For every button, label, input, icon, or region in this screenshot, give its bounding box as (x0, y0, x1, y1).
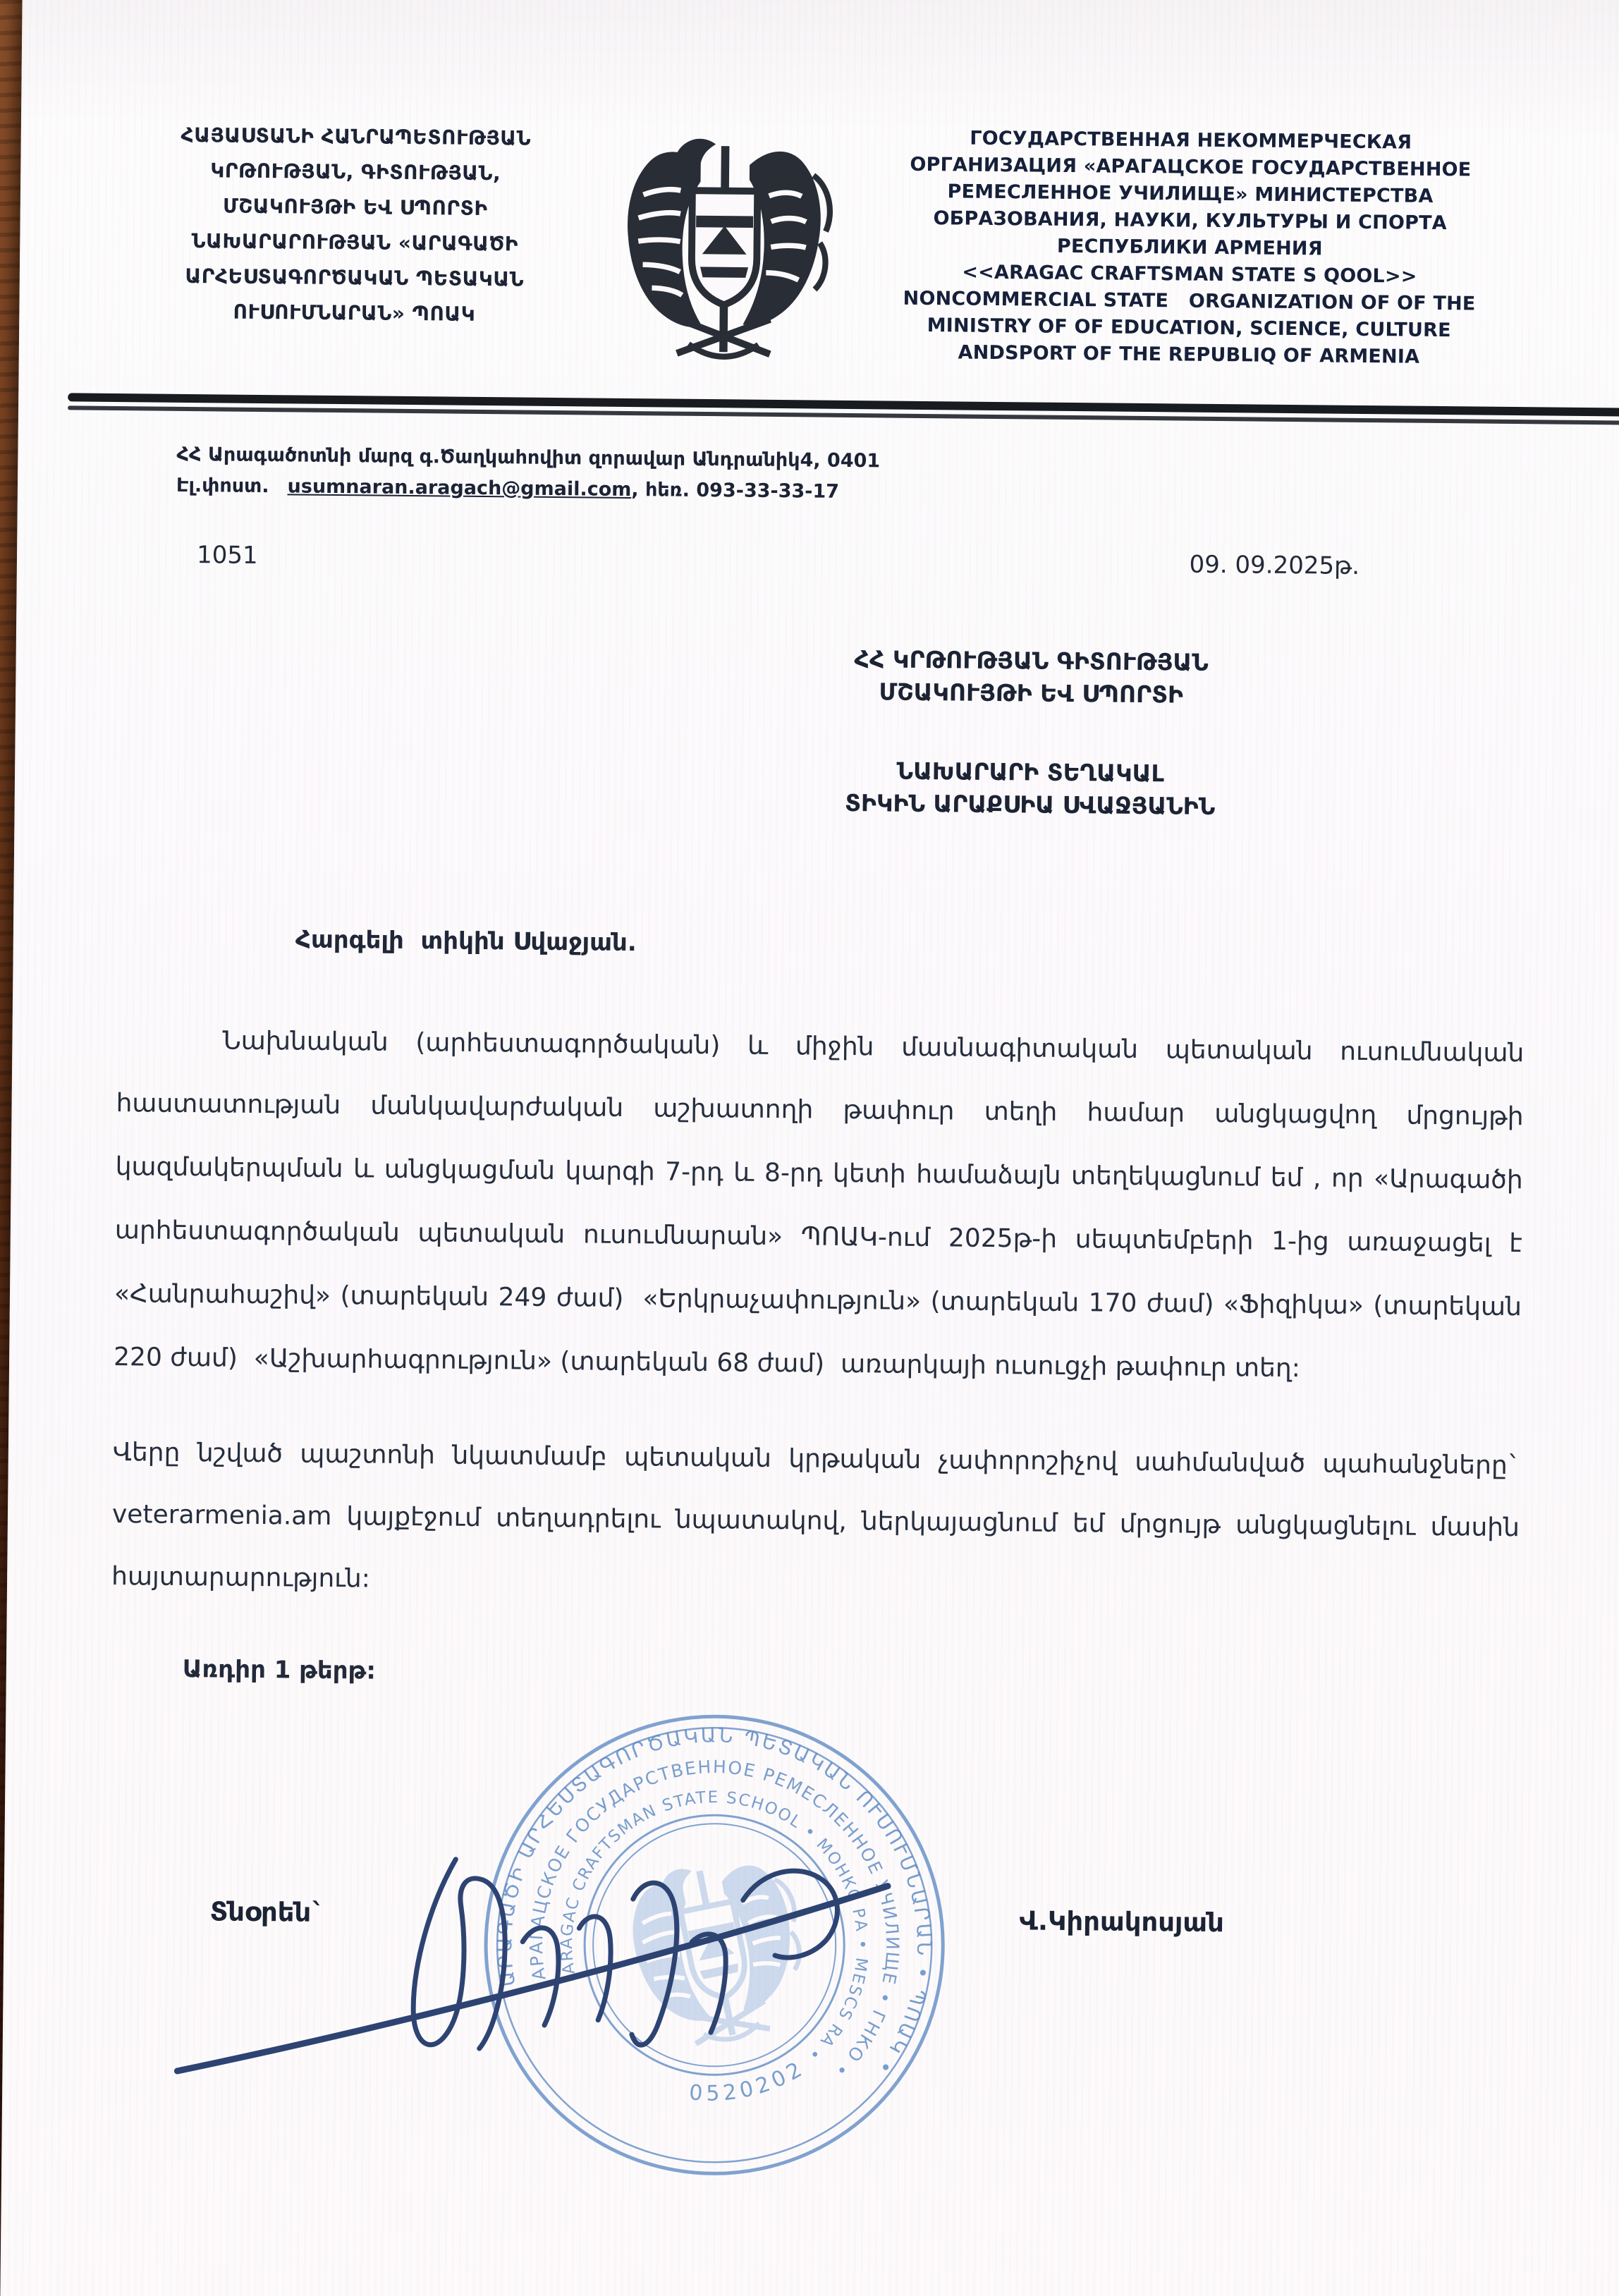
recipient-person: ՆԱԽԱՐԱՐԻ ՏԵՂԱԿԱԼ ՏԻԿԻՆ ԱՐԱՔՍԻԱ ՍՎԱՋՅԱՆԻՆ (844, 757, 1216, 820)
email-label: Էլ.փոստ. (176, 474, 269, 498)
email-address: usumnaran.aragach@gmail.com (287, 475, 632, 501)
stamp-ring-russian: АРАГАЦСКОЕ ГОСУДАРСТВЕННОЕ РЕМЕСЛЕННОЕ УЧИЛИЩЕ • ГНКО • (526, 1756, 903, 2082)
phone-number: , հեռ. 093-33-33-17 (631, 479, 840, 503)
reference-row (121, 540, 1529, 582)
letterhead-russian: ГОСУДАРСТВЕННАЯ НЕКОММЕРЧЕСКАЯ ОРГАНИЗАЦИЯ «АРАГАЦСКОЕ ГОСУДАРСТВЕННОЕ РЕМЕСЛЕННОЕ УЧИЛИЩЕ» МИНИСТЕРСТВА ОБРАЗОВАНИЯ, НАУКИ, КУЛЬТУРЫ И СПОРТА РЕСПУБЛИКИ АРМЕНИЯ (910, 127, 1472, 260)
reference-number: 1051 (196, 541, 258, 570)
stamp-ring-armenian: ԱՐԱԳԱԾԻ ԱՐՀԵՍՏԱԳՈՐԾԱԿԱՆ ՊԵՏԱԿԱՆ ՈՒՍՈՒՄՆԱՐԱՆ • ՊՈԱԿ • (493, 1723, 936, 2080)
address-block (176, 439, 1530, 514)
signer-name: Վ.Կիրակոսյան (1019, 1905, 1225, 1938)
letterhead-right (847, 124, 1533, 372)
recipient-ministry: ՀՀ ԿՐԹՈՒԹՅԱՆ ԳԻՏՈՒԹՅԱՆ ՄՇԱԿՈՒՅԹԻ ԵՎ ՍՊՈՐՏԻ (854, 645, 1209, 709)
recipient-block (642, 641, 1419, 825)
letter-date: 09. 09.2025թ. (1189, 550, 1360, 580)
stamp-ring-english: ARAGAC CRAFTSMAN STATE SCHOOL • МОНКС РА • MESCS RA • (558, 1788, 872, 2065)
armenia-coat-of-arms-icon (607, 112, 842, 372)
handwritten-signature (135, 1788, 949, 2135)
body-paragraph-2: Վերը նշված պաշտոնի նկատմամբ պետական կրթական չափորոշիչով սահմանված պահանջները` veterarmenia.am կայքէջում տեղադրելու նպատակով, ներկայացնում եմ մրցույթ անցկացնելու մասին հայտարարություն: (111, 1438, 1520, 1594)
attachment-note: Առդիր 1 թերթ: (182, 1654, 377, 1685)
letterhead-divider (68, 393, 1619, 425)
letterhead (123, 117, 1533, 379)
address-line: ՀՀ Արագածոտնի մարզ գ.Ծաղկահովիտ զորավար Անդրանիկ4, 0401 (176, 443, 881, 472)
letter-content (1, 0, 1619, 2276)
salutation: Հարգելի տիկին Սվաջյան. (295, 925, 637, 958)
body-paragraph-1: Նախնական (արհեստագործական) և միջին մասնագիտական պետական ուսումնական հաստատության մանկավարժական աշխատողի թափուր տեղի համար անցկացվող մրցույթի կազմակերպման և անցկացման կարգի 7-րդ և 8-րդ կետի համաձայն տեղեկացնում եմ , որ «Արագածի արհեստագործական պետական ուսումնարան» ՊՈԱԿ-ում 2025թ-ի սեպտեմբերի 1-ից առաջացել է «Հանրահաշիվ» (տարեկան 249 ժամ) «Երկրաչափություն» (տարեկան 170 ժամ) «Ֆիզիկա» (տարեկան 220 ժամ) «Աշխարհագրություն» (տարեկան 68 ժամ) առարկայի ուսուցչի թափուր տեղ: (113, 1026, 1525, 1384)
letterhead-armenian: ՀԱՅԱՍՏԱՆԻ ՀԱՆՐԱՊԵՏՈՒԹՅԱՆ ԿՐԹՈՒԹՅԱՆ, ԳԻՏՈՒԹՅԱՆ, ՄՇԱԿՈՒՅԹԻ ԵՎ ՍՊՈՐՏԻ ՆԱԽԱՐԱՐՈՒԹՅԱՆ «ԱՐԱԳԱԾԻ ԱՐՀԵՍՏԱԳՈՐԾԱԿԱՆ ՊԵՏԱԿԱՆ ՈՒՍՈՒՄՆԱՐԱՆ» ՊՈԱԿ (181, 123, 532, 326)
signer-title: Տնօրեն` (209, 1896, 324, 1928)
stamp-registration-number: 0520202 (688, 2055, 810, 2106)
letterhead-english: <<ARAGAC CRAFTSMAN STATE S QOOL>> NONCOMMERCIAL STATE ORGANIZATION OF OF THE MINISTRY OF OF EDUCATION, SCIENCE, CULTURE ANDSPORT OF THE REPUBLIQ OF ARMENIA (903, 261, 1476, 368)
signature-block (105, 1711, 1517, 2274)
